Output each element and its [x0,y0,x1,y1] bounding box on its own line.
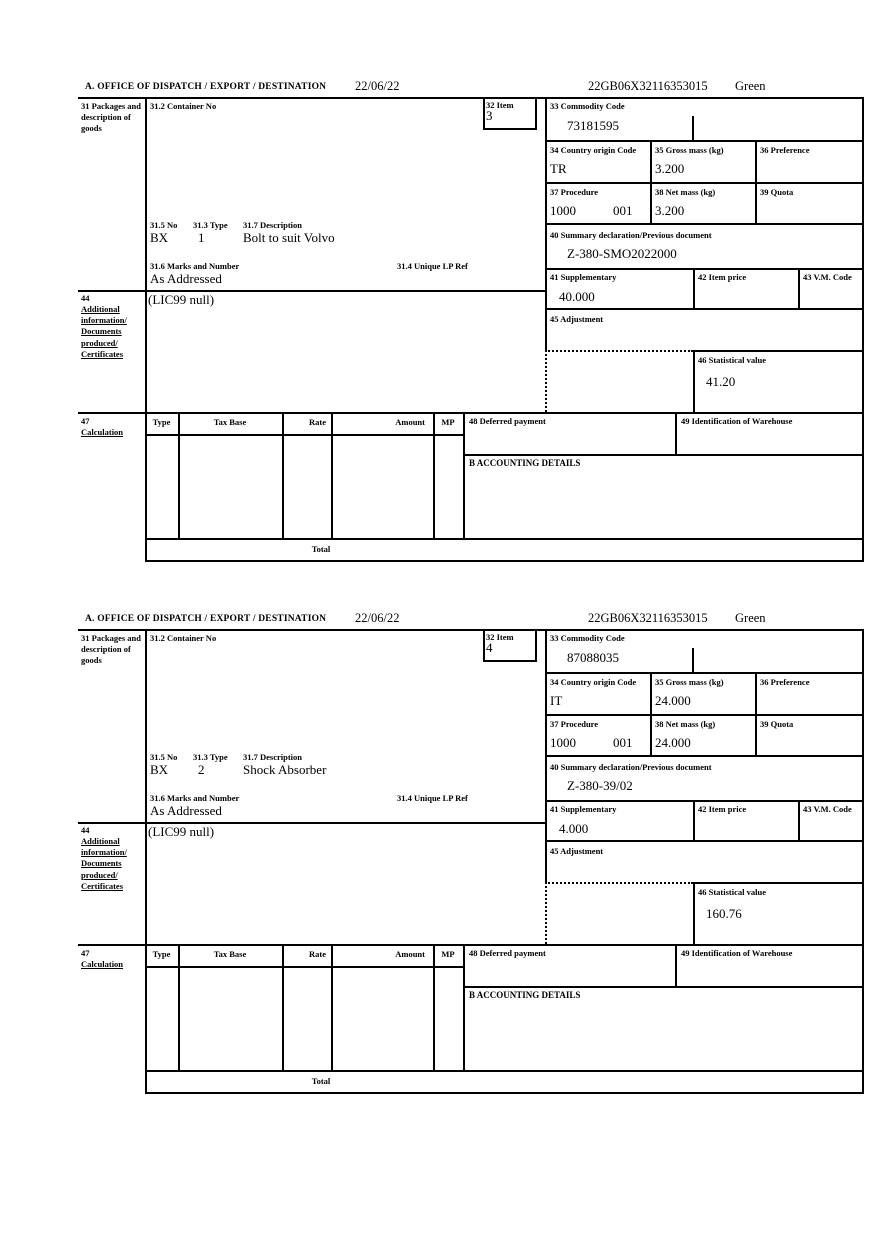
table-col-mp: MP [441,949,455,959]
quota-label: 39 Quota [760,719,794,729]
item-number-label: 32 Item [486,100,514,110]
box33-bottom-border [545,672,862,674]
accounting-top-border [463,986,864,988]
box40-bottom-border [545,800,862,802]
left-column-divider [145,629,147,1092]
container-no-label: 31.2 Container No [150,633,217,643]
vm-code-label: 43 V.M. Code [803,804,852,814]
statistical-value-label: 46 Statistical value [698,887,766,897]
additional-info-label: Additional information/ Documents produced/ Certificates [81,304,127,359]
marks-number-label: 31.6 Marks and Number [150,793,240,803]
dispatch-date: 22/06/22 [355,611,400,625]
deferred-payment-label: 48 Deferred payment [469,948,546,958]
table-right-border [463,412,465,538]
commodity-code-label: 33 Commodity Code [550,101,625,111]
box46-top-border [693,882,862,884]
summary-declaration-label: 40 Summary declaration/Previous document [550,230,712,240]
gross-mass-label: 35 Gross mass (kg) [655,145,724,155]
commodity-code-separator-tick [692,116,694,140]
supplementary-value: 4.000 [559,821,589,836]
item-box-right-border [535,629,537,660]
packages-label: 31 Packages and description of goods [81,101,141,134]
statistical-value: 41.20 [706,374,736,389]
table-type-taxbase-divider [178,944,180,1070]
dispatch-date: 22/06/22 [355,79,400,93]
additional-info-value: (LIC99 null) [148,292,215,307]
commodity-code-value: 73181595 [567,118,619,133]
dotted-vertical-line [545,350,547,412]
box41-row-bottom-border [545,840,862,842]
country-origin-label: 34 Country origin Code [550,145,637,155]
item-box-left-border [483,97,485,128]
total-label: Total [311,1076,331,1086]
box46-top-border [693,350,862,352]
table-col-type: Type [152,417,171,427]
box42-43-divider [798,800,800,840]
table-col-amount: Amount [395,417,425,427]
item-box-bottom-border [483,660,537,662]
warehouse-label: 49 Identification of Warehouse [681,948,793,958]
additional-info-label: Additional information/ Documents produced/ Certificates [81,836,127,891]
left-column-divider [145,97,147,560]
supplementary-value: 40.000 [559,289,595,304]
supplementary-label: 41 Supplementary [550,272,617,282]
table-header-bottom-border [145,434,465,436]
procedure-value-1: 1000 [550,735,576,750]
table-taxbase-rate-divider [282,412,284,538]
quota-label: 39 Quota [760,187,794,197]
box34-row-bottom-border [545,182,862,184]
table-col-rate: Rate [309,417,326,427]
warehouse-label: 49 Identification of Warehouse [681,416,793,426]
office-of-dispatch-label: A. OFFICE OF DISPATCH / EXPORT / DESTINATION [85,614,327,624]
package-no-value: BX [150,230,169,245]
preference-label: 36 Preference [760,145,810,155]
box46-left-border [693,350,695,412]
statistical-value-label: 46 Statistical value [698,355,766,365]
box40-bottom-border [545,268,862,270]
dotted-vertical-line [545,882,547,944]
box46-left-border [693,882,695,944]
procedure-value-2: 001 [613,203,633,218]
accounting-details-label: B ACCOUNTING DETAILS [469,990,581,1000]
package-type-label: 31.3 Type [193,220,228,230]
dotted-horizontal-line [545,882,693,884]
table-col-amount: Amount [395,949,425,959]
calculation-label: Calculation [81,959,124,969]
declaration-item-section-1 [78,78,866,562]
box41-42-divider [693,268,695,308]
total-row-bottom-border [145,560,864,562]
section-top-border [78,629,864,631]
item-box-right-border [535,97,537,128]
net-mass-label: 38 Net mass (kg) [655,187,716,197]
table-body-bottom-border [145,1070,864,1072]
table-header-bottom-border [145,966,465,968]
table-col-tax-base: Tax Base [213,417,247,427]
package-type-value: 1 [198,230,205,245]
country-origin-value: TR [550,161,567,176]
procedure-value-1: 1000 [550,203,576,218]
package-no-label: 31.5 No [150,220,178,230]
marks-value: As Addressed [150,271,222,286]
accounting-top-border [463,454,864,456]
section-right-border [862,629,864,1092]
box34-row-bottom-border [545,714,862,716]
country-origin-label: 34 Country origin Code [550,677,637,687]
description-label: 31.7 Description [243,752,303,762]
routing-status: Green [735,79,766,93]
net-mass-label: 38 Net mass (kg) [655,719,716,729]
box44-number-label: 44 [81,825,90,835]
unique-lp-ref-label: 31.4 Unique LP Ref [397,793,468,803]
marks-value: As Addressed [150,803,222,818]
unique-lp-ref-label: 31.4 Unique LP Ref [397,261,468,271]
table-amount-mp-divider [433,412,435,538]
box47-number-label: 47 [81,416,90,426]
box37-row-bottom-border [545,223,862,225]
declaration-item-section-2 [78,610,866,1094]
statistical-value: 160.76 [706,906,742,921]
adjustment-label: 45 Adjustment [550,314,604,324]
item-box-bottom-border [483,128,537,130]
table-col-type: Type [152,949,171,959]
declaration-reference: 22GB06X32116353015 [588,79,708,93]
box47-top-border [78,944,864,946]
item-number-value: 3 [486,108,493,123]
previous-document-value: Z-380-SMO2022000 [567,246,677,261]
table-taxbase-rate-divider [282,944,284,1070]
box48-49-divider [675,944,677,986]
box47-top-border [78,412,864,414]
package-no-label: 31.5 No [150,752,178,762]
description-value: Shock Absorber [243,762,327,777]
box47-number-label: 47 [81,948,90,958]
summary-declaration-label: 40 Summary declaration/Previous document [550,762,712,772]
container-no-label: 31.2 Container No [150,101,217,111]
package-type-label: 31.3 Type [193,752,228,762]
table-type-taxbase-divider [178,412,180,538]
marks-number-label: 31.6 Marks and Number [150,261,240,271]
box42-43-divider [798,268,800,308]
table-amount-mp-divider [433,944,435,1070]
deferred-payment-label: 48 Deferred payment [469,416,546,426]
item-number-value: 4 [486,640,493,655]
description-value: Bolt to suit Volvo [243,230,335,245]
box48-49-divider [675,412,677,454]
commodity-code-label: 33 Commodity Code [550,633,625,643]
table-col-mp: MP [441,417,455,427]
dotted-horizontal-line [545,350,693,352]
net-mass-value: 24.000 [655,735,691,750]
declaration-reference: 22GB06X32116353015 [588,611,708,625]
box35-36-divider [755,140,757,223]
vm-code-label: 43 V.M. Code [803,272,852,282]
table-rate-amount-divider [331,944,333,1070]
section-top-border [78,97,864,99]
office-of-dispatch-label: A. OFFICE OF DISPATCH / EXPORT / DESTINATION [85,82,327,92]
box33-bottom-border [545,140,862,142]
procedure-label: 37 Procedure [550,719,599,729]
preference-label: 36 Preference [760,677,810,687]
description-label: 31.7 Description [243,220,303,230]
calculation-label: Calculation [81,427,124,437]
box37-row-bottom-border [545,755,862,757]
total-label: Total [311,544,331,554]
accounting-details-label: B ACCOUNTING DETAILS [469,458,581,468]
item-number-label: 32 Item [486,632,514,642]
previous-document-value: Z-380-39/02 [567,778,633,793]
total-row-bottom-border [145,1092,864,1094]
box34-35-divider [650,140,652,223]
box34-35-divider [650,672,652,755]
table-rate-amount-divider [331,412,333,538]
box44-number-label: 44 [81,293,90,303]
commodity-code-value: 87088035 [567,650,619,665]
routing-status: Green [735,611,766,625]
packages-label: 31 Packages and description of goods [81,633,141,666]
table-right-border [463,944,465,1070]
package-no-value: BX [150,762,169,777]
country-origin-value: IT [550,693,563,708]
net-mass-value: 3.200 [655,203,685,218]
item-box-left-border [483,629,485,660]
box41-row-bottom-border [545,308,862,310]
section-right-border [862,97,864,560]
table-col-tax-base: Tax Base [213,949,247,959]
gross-mass-label: 35 Gross mass (kg) [655,677,724,687]
item-price-label: 42 Item price [698,804,747,814]
commodity-code-separator-tick [692,648,694,672]
gross-mass-value: 3.200 [655,161,685,176]
box41-42-divider [693,800,695,840]
box35-36-divider [755,672,757,755]
item-price-label: 42 Item price [698,272,747,282]
table-col-rate: Rate [309,949,326,959]
package-type-value: 2 [198,762,205,777]
procedure-label: 37 Procedure [550,187,599,197]
adjustment-label: 45 Adjustment [550,846,604,856]
gross-mass-value: 24.000 [655,693,691,708]
supplementary-label: 41 Supplementary [550,804,617,814]
procedure-value-2: 001 [613,735,633,750]
additional-info-value: (LIC99 null) [148,824,215,839]
table-body-bottom-border [145,538,864,540]
